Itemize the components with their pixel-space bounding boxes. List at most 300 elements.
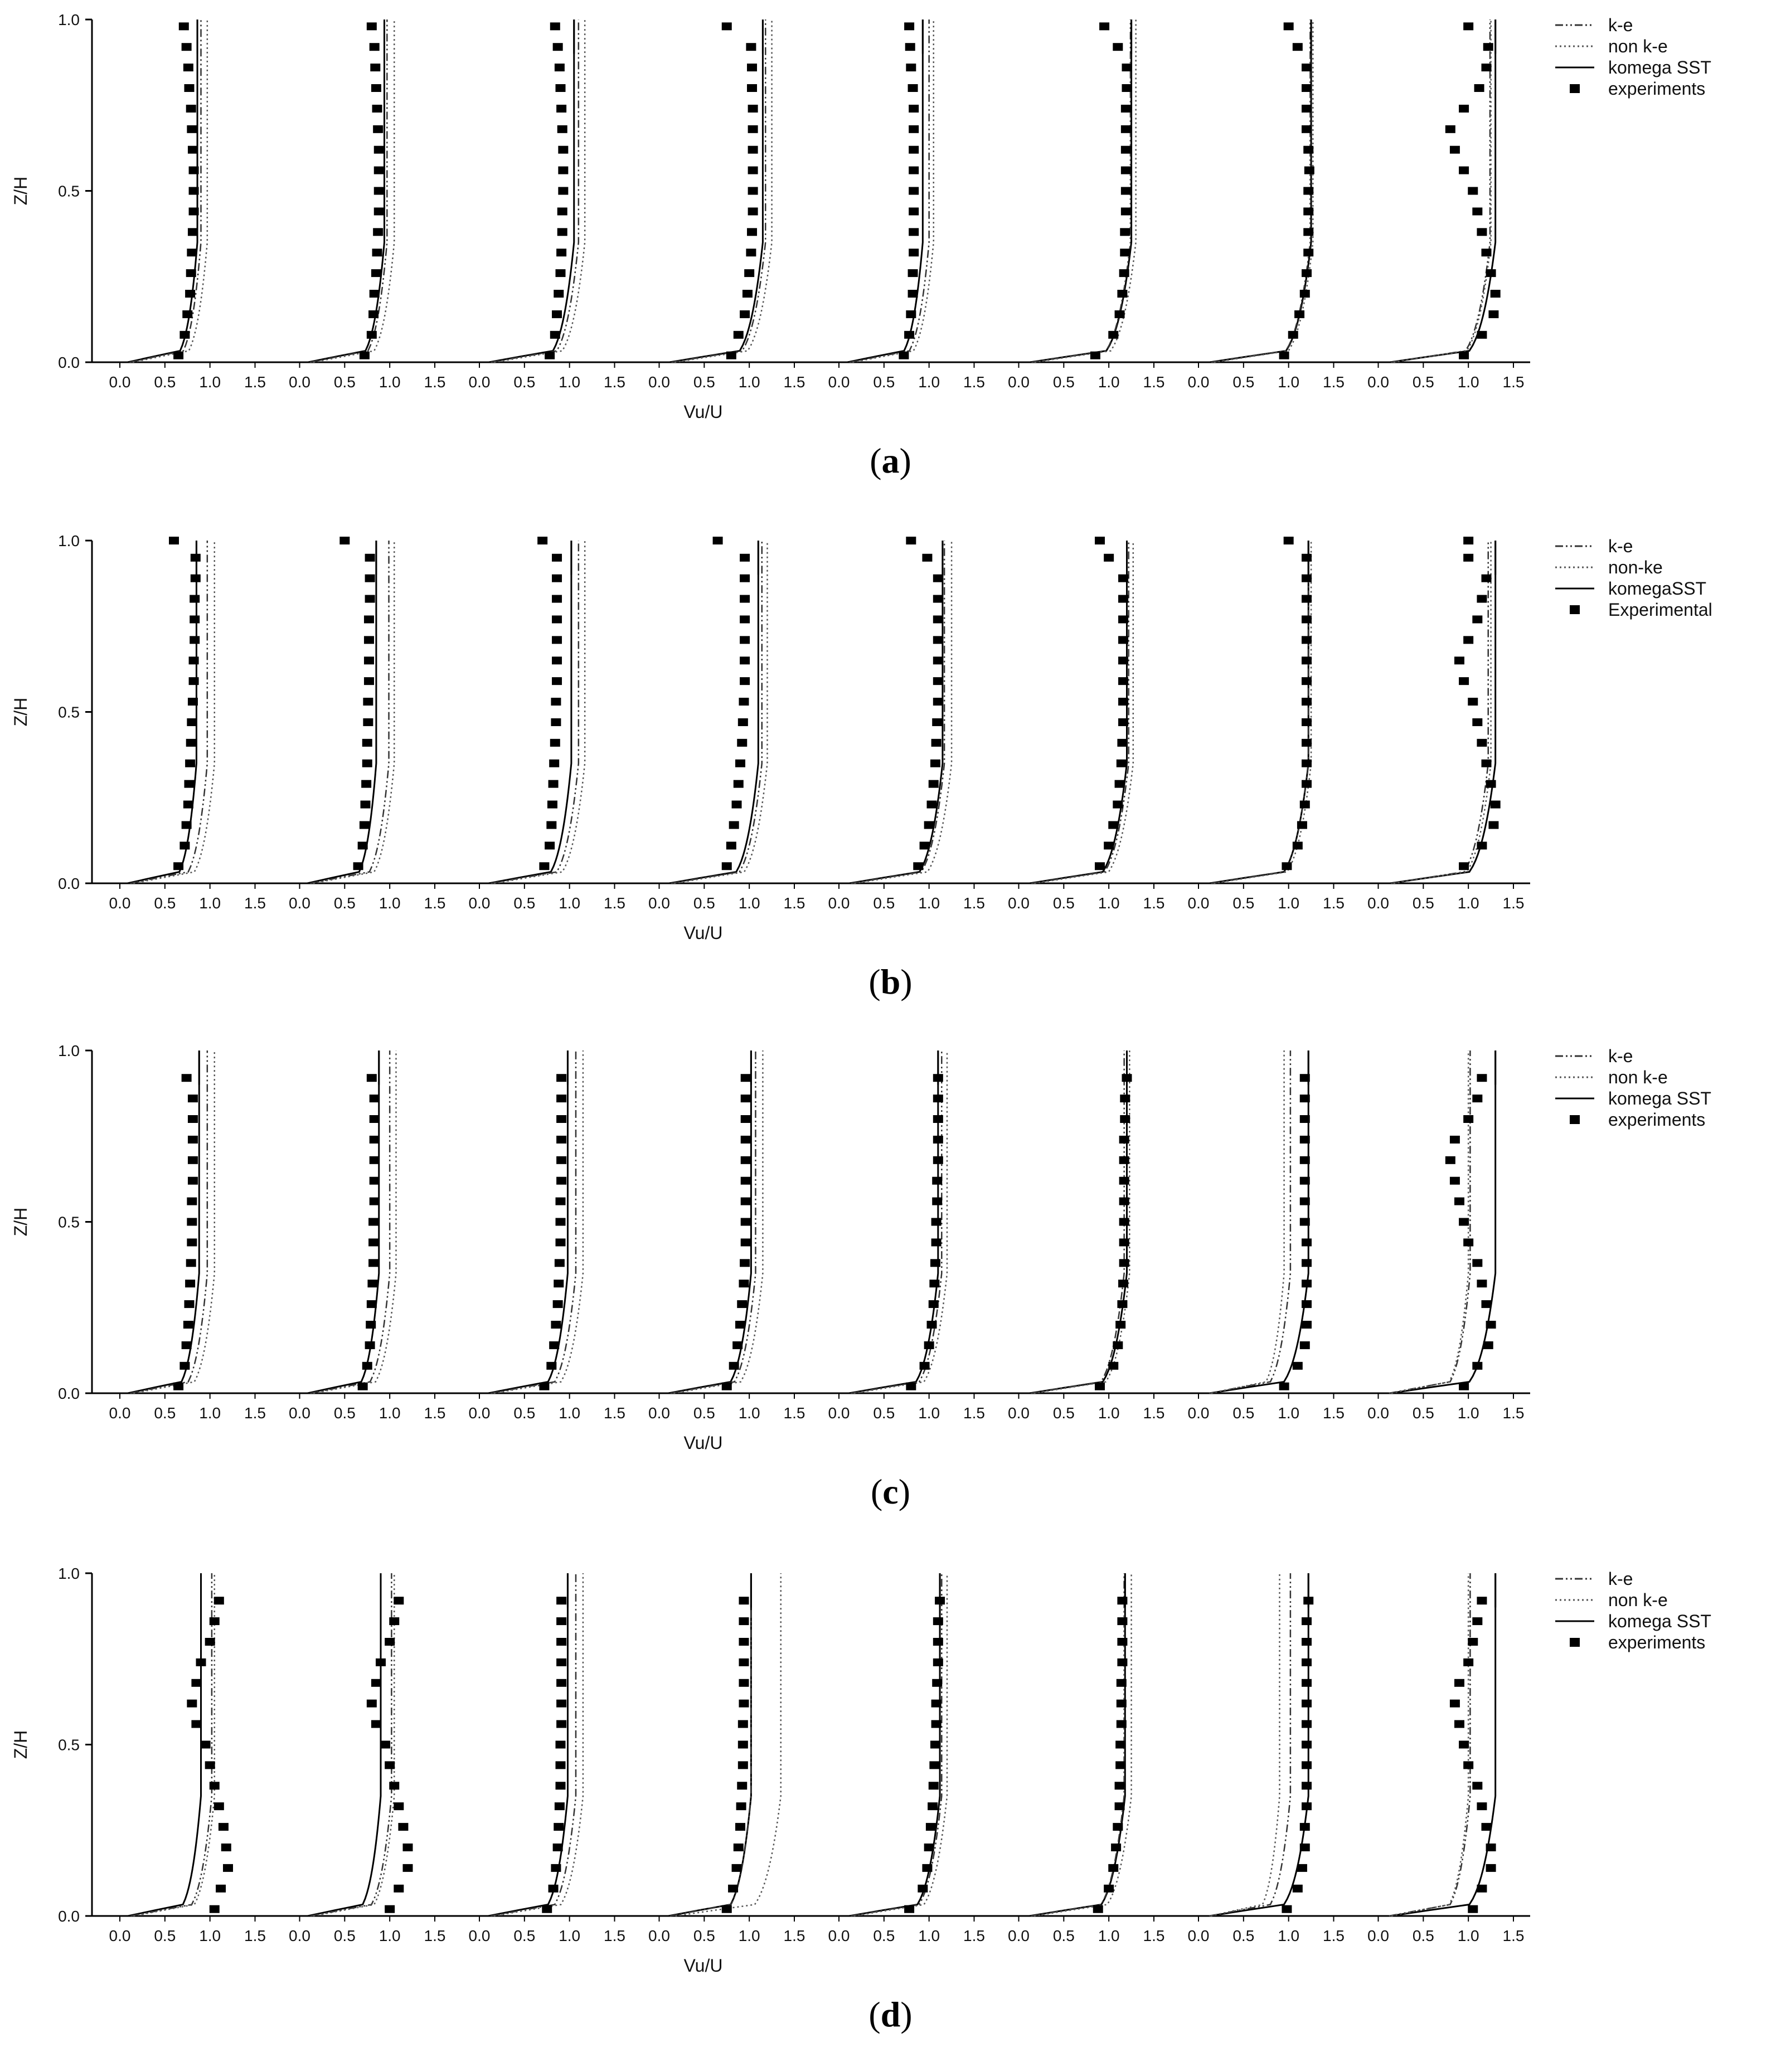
experiment-marker <box>552 554 562 562</box>
experiment-marker <box>556 249 566 256</box>
experiment-marker <box>1477 1074 1487 1082</box>
experiment-marker <box>1302 760 1312 767</box>
experiment-marker <box>552 595 562 603</box>
experiment-marker <box>932 1177 942 1185</box>
experiment-marker <box>922 554 932 562</box>
x-tick-label: 1.0 <box>1278 894 1300 912</box>
y-tick-label: 1.0 <box>58 11 80 28</box>
x-tick-label: 0.0 <box>1367 894 1389 912</box>
non-k-e-line <box>494 20 585 362</box>
subplot-2 <box>289 1573 445 1944</box>
experiment-marker <box>558 167 568 174</box>
experiment-marker <box>1491 290 1501 298</box>
experiment-marker <box>1119 1259 1129 1267</box>
legend-label: k-e <box>1608 1046 1633 1066</box>
experiment-marker <box>191 554 201 562</box>
experiment-marker <box>556 1720 566 1728</box>
experiment-marker <box>205 1761 215 1769</box>
experiment-marker <box>339 537 350 544</box>
komega-sst-line <box>488 541 571 883</box>
experiment-marker <box>1463 1761 1473 1769</box>
experiment-marker <box>186 1259 196 1267</box>
experiment-marker <box>908 269 918 277</box>
x-tick-label: 1.5 <box>1143 1404 1165 1422</box>
experiment-marker <box>1099 22 1109 30</box>
experiment-marker <box>364 656 374 664</box>
experiment-marker <box>1297 1864 1307 1872</box>
subplot-5 <box>828 1573 985 1944</box>
experiment-marker <box>1302 1617 1312 1625</box>
experiment-marker <box>732 1864 742 1872</box>
experiment-marker <box>1482 64 1492 71</box>
x-tick-label: 1.0 <box>918 373 940 391</box>
x-tick-label: 0.5 <box>513 894 536 912</box>
experiment-marker <box>1302 636 1312 644</box>
x-tick-label: 0.0 <box>289 373 310 391</box>
experiment-marker <box>368 1259 378 1267</box>
experiment-marker <box>1450 1700 1460 1708</box>
legend-label: komega SST <box>1608 57 1711 77</box>
x-tick-label: 1.5 <box>1323 1404 1345 1422</box>
experiment-marker <box>748 207 758 215</box>
experiment-marker <box>1300 1218 1310 1226</box>
experiment-marker <box>1472 718 1482 726</box>
experiment-marker <box>1115 1321 1125 1329</box>
k-e-line <box>491 541 579 883</box>
experiment-marker <box>929 1300 939 1308</box>
subplot-2 <box>289 1050 445 1422</box>
experiment-marker <box>1117 1700 1127 1708</box>
experiment-marker <box>374 167 384 174</box>
experiment-marker <box>179 331 190 339</box>
subplot-6 <box>1008 1050 1164 1422</box>
x-tick-label: 0.0 <box>468 894 491 912</box>
experiment-marker <box>542 1905 552 1913</box>
experiment-marker <box>546 1362 556 1370</box>
experiment-marker <box>929 780 939 788</box>
experiment-marker <box>1468 698 1478 706</box>
x-tick-label: 1.0 <box>1278 1927 1300 1944</box>
experiment-marker <box>1121 125 1131 133</box>
experiment-marker <box>1113 801 1123 809</box>
experiment-marker <box>1302 615 1312 623</box>
x-tick-label: 0.0 <box>109 894 131 912</box>
experiment-marker <box>214 1597 224 1604</box>
experiment-marker <box>1120 1095 1130 1102</box>
panel-c-label: (c) <box>870 1472 911 1511</box>
x-tick-label: 1.0 <box>1457 1404 1479 1422</box>
x-tick-label: 0.5 <box>1232 1927 1255 1944</box>
x-tick-label: 0.5 <box>873 1927 895 1944</box>
x-tick-label: 0.5 <box>1412 1927 1434 1944</box>
experiment-marker <box>1279 352 1289 359</box>
experiment-marker <box>1090 352 1100 359</box>
experiment-marker <box>1486 1864 1496 1872</box>
experiment-marker <box>1450 146 1460 154</box>
x-tick-label: 1.5 <box>1323 894 1345 912</box>
experiment-marker <box>1297 821 1307 829</box>
experiment-marker <box>738 718 748 726</box>
experiment-marker <box>556 1074 566 1082</box>
experiment-marker <box>370 1177 380 1185</box>
k-e-line <box>1031 541 1129 883</box>
experiment-marker <box>1450 1177 1460 1185</box>
experiment-marker <box>1108 1362 1118 1370</box>
x-tick-label: 0.0 <box>1008 1927 1030 1944</box>
experiment-marker <box>1303 1597 1313 1604</box>
x-tick-label: 0.0 <box>1008 1404 1030 1422</box>
x-tick-label: 1.5 <box>424 373 446 391</box>
komega-sst-line <box>128 1573 201 1916</box>
experiment-marker <box>556 1782 566 1789</box>
experiment-marker <box>1445 125 1455 133</box>
panel-b-chart <box>0 521 1781 945</box>
non-k-e-line <box>494 1050 583 1393</box>
x-tick-label: 1.5 <box>963 894 985 912</box>
experiment-marker <box>398 1823 408 1831</box>
x-tick-label: 1.0 <box>918 1927 940 1944</box>
experiment-marker <box>1302 1658 1312 1666</box>
x-tick-label: 0.5 <box>1412 373 1434 391</box>
experiment-marker <box>1121 187 1131 195</box>
experiment-marker <box>909 105 919 113</box>
experiment-marker <box>551 718 561 726</box>
legend <box>1555 1046 1711 1130</box>
experiment-marker <box>928 1802 938 1810</box>
experiment-marker <box>358 1383 368 1390</box>
experiment-marker <box>549 1341 559 1349</box>
experiment-marker <box>361 780 371 788</box>
experiment-marker <box>1118 636 1128 644</box>
experiment-marker <box>909 187 919 195</box>
subplot-6 <box>1008 537 1164 912</box>
x-tick-label: 1.0 <box>378 1927 401 1944</box>
experiment-marker <box>1472 1095 1482 1102</box>
experiment-marker <box>557 125 567 133</box>
experiment-marker <box>556 1761 566 1769</box>
experiment-marker <box>744 269 754 277</box>
experiment-marker <box>1482 1300 1492 1308</box>
experiment-marker <box>932 1679 942 1687</box>
experiment-marker <box>1119 1136 1129 1144</box>
y-tick-label: 0.0 <box>58 1385 80 1402</box>
x-tick-label: 0.0 <box>289 894 310 912</box>
experiment-marker <box>1463 1238 1473 1246</box>
komega-sst-line <box>1210 541 1309 883</box>
experiment-marker <box>1472 1782 1482 1789</box>
experiment-marker <box>553 1300 563 1308</box>
x-tick-label: 0.0 <box>828 1927 850 1944</box>
experiment-marker <box>1117 760 1127 767</box>
experiment-marker <box>367 1300 377 1308</box>
experiment-marker <box>1302 595 1312 603</box>
experiment-marker <box>1300 1341 1310 1349</box>
experiment-marker <box>370 1115 380 1123</box>
experiment-marker <box>1302 1761 1312 1769</box>
x-tick-label: 0.0 <box>828 373 850 391</box>
y-tick-label: 1.0 <box>58 532 80 549</box>
subplot-1 <box>109 537 266 912</box>
experiment-marker <box>933 1617 943 1625</box>
experiment-marker <box>190 636 200 644</box>
experiment-marker <box>547 801 557 809</box>
x-tick-label: 1.0 <box>1098 1404 1120 1422</box>
experiment-marker <box>933 1136 943 1144</box>
legend-label: komega SST <box>1608 1611 1711 1631</box>
x-tick-label: 1.0 <box>559 373 581 391</box>
experiment-marker <box>367 1280 377 1287</box>
y-tick-label: 0.0 <box>58 875 80 892</box>
x-tick-label: 1.0 <box>199 373 221 391</box>
experiment-marker <box>182 310 192 318</box>
experiment-marker <box>909 167 919 174</box>
experiment-marker <box>539 1383 549 1390</box>
experiment-marker <box>370 1095 380 1102</box>
komega-sst-line <box>669 541 758 883</box>
experiment-marker <box>545 352 555 359</box>
x-tick-label: 1.0 <box>1278 373 1300 391</box>
experiment-marker <box>361 801 371 809</box>
experiment-marker <box>1303 207 1313 215</box>
experiment-marker <box>933 1156 943 1164</box>
experiment-marker <box>191 575 201 582</box>
x-tick-label: 1.0 <box>559 894 581 912</box>
experiment-marker <box>1303 228 1313 236</box>
experiment-marker <box>1302 1679 1312 1687</box>
experiment-marker <box>187 1700 197 1708</box>
experiment-marker <box>1117 1597 1127 1604</box>
experiment-marker <box>555 64 565 71</box>
experiment-marker <box>933 595 943 603</box>
experiment-marker <box>556 1218 566 1226</box>
x-tick-label: 1.5 <box>1502 1927 1525 1944</box>
experiment-marker <box>196 1658 206 1666</box>
k-e-line <box>1389 1050 1471 1393</box>
experiment-marker <box>1113 43 1123 51</box>
experiment-marker <box>372 105 382 113</box>
experiment-marker <box>363 698 373 706</box>
x-tick-label: 0.0 <box>648 894 670 912</box>
experiment-marker <box>539 862 549 870</box>
experiment-marker <box>1120 249 1130 256</box>
experiment-marker <box>552 636 562 644</box>
experiment-marker <box>371 84 381 92</box>
k-e-line <box>1389 1573 1471 1916</box>
experiment-marker <box>370 1198 380 1205</box>
experiment-marker <box>1293 842 1303 849</box>
experiment-marker <box>906 537 916 544</box>
experiment-marker <box>933 656 943 664</box>
subplot-2 <box>289 20 445 391</box>
experiment-marker <box>1117 1638 1127 1646</box>
experiment-marker <box>185 290 195 298</box>
experiment-marker <box>1118 656 1128 664</box>
experiment-marker <box>737 739 747 747</box>
subplot-3 <box>469 1050 625 1422</box>
x-tick-label: 1.0 <box>559 1404 581 1422</box>
experiment-marker <box>362 760 372 767</box>
legend-experiments-swatch <box>1570 1115 1580 1124</box>
x-tick-label: 0.5 <box>333 373 356 391</box>
subplot-7 <box>1188 1573 1345 1944</box>
experiment-marker <box>403 1844 413 1851</box>
experiment-marker <box>918 1885 928 1893</box>
experiment-marker <box>1303 146 1313 154</box>
experiment-marker <box>186 105 196 113</box>
experiment-marker <box>746 249 756 256</box>
experiment-marker <box>741 1095 751 1102</box>
x-tick-label: 0.5 <box>513 1927 536 1944</box>
experiment-marker <box>1486 1321 1496 1329</box>
x-tick-label: 0.0 <box>109 1404 131 1422</box>
experiment-marker <box>1463 554 1473 562</box>
experiment-marker <box>1459 862 1469 870</box>
x-tick-label: 1.5 <box>1143 894 1165 912</box>
experiment-marker <box>743 290 753 298</box>
experiment-marker <box>187 1198 197 1205</box>
experiment-marker <box>1104 554 1114 562</box>
experiment-marker <box>1302 677 1312 685</box>
experiment-marker <box>1302 780 1312 788</box>
x-tick-label: 1.0 <box>918 894 940 912</box>
x-tick-label: 1.0 <box>199 894 221 912</box>
experiment-marker <box>187 249 197 256</box>
experiment-marker <box>1108 821 1118 829</box>
x-tick-label: 0.5 <box>1412 894 1434 912</box>
x-tick-label: 0.0 <box>468 1404 491 1422</box>
non-k-e-line <box>494 1573 583 1916</box>
x-tick-label: 1.0 <box>378 894 401 912</box>
experiment-marker <box>187 1238 197 1246</box>
experiment-marker <box>1284 537 1294 544</box>
experiment-marker <box>1284 22 1294 30</box>
experiment-marker <box>1300 1095 1310 1102</box>
experiment-marker <box>909 228 919 236</box>
x-tick-label: 1.5 <box>604 894 625 912</box>
experiment-marker <box>1302 1741 1312 1749</box>
komega-sst-line <box>1210 1050 1309 1393</box>
experiment-marker <box>1117 739 1127 747</box>
x-tick-label: 1.5 <box>783 1404 805 1422</box>
experiment-marker <box>908 290 918 298</box>
non-k-e-line <box>674 541 767 883</box>
subplot-7 <box>1188 20 1345 391</box>
experiment-marker <box>188 1136 198 1144</box>
experiment-marker <box>735 1823 745 1831</box>
experiment-marker <box>190 615 200 623</box>
x-tick-label: 1.5 <box>1323 1927 1345 1944</box>
non-k-e-line <box>1211 1573 1280 1916</box>
experiment-marker <box>365 575 375 582</box>
x-tick-label: 0.0 <box>289 1404 310 1422</box>
experiment-marker <box>370 290 380 298</box>
experiment-marker <box>740 656 750 664</box>
experiment-marker <box>933 575 943 582</box>
experiment-marker <box>188 1115 198 1123</box>
experiment-marker <box>931 739 942 747</box>
experiment-marker <box>210 1617 220 1625</box>
panel-d-label: (d) <box>868 1995 913 2034</box>
legend-label: non k-e <box>1608 1067 1668 1087</box>
experiment-marker <box>933 636 943 644</box>
experiment-marker <box>1302 1259 1312 1267</box>
legend <box>1555 536 1712 620</box>
experiment-marker <box>906 64 916 71</box>
experiment-marker <box>183 1321 193 1329</box>
subplot-1 <box>109 1050 266 1422</box>
experiment-marker <box>729 821 739 829</box>
experiment-marker <box>1119 1198 1129 1205</box>
experiment-marker <box>364 636 374 644</box>
x-tick-label: 0.0 <box>1367 1404 1389 1422</box>
experiment-marker <box>748 187 758 195</box>
x-tick-label: 0.5 <box>693 1927 715 1944</box>
subplot-1 <box>109 20 266 391</box>
experiment-marker <box>182 43 192 51</box>
experiment-marker <box>1118 698 1128 706</box>
experiment-marker <box>186 739 196 747</box>
experiment-marker <box>740 595 750 603</box>
experiment-marker <box>739 1638 749 1646</box>
experiment-marker <box>737 1300 747 1308</box>
experiment-marker <box>1119 269 1129 277</box>
x-tick-label: 0.5 <box>693 1404 715 1422</box>
panel-d <box>0 1554 1781 2072</box>
experiment-marker <box>376 1658 386 1666</box>
experiment-marker <box>368 1238 378 1246</box>
legend-experiments-swatch <box>1570 84 1580 93</box>
experiment-marker <box>738 1720 748 1728</box>
experiment-marker <box>1445 1156 1455 1164</box>
experiment-marker <box>556 1638 566 1646</box>
experiment-marker <box>1302 269 1312 277</box>
non-k-e-line <box>1034 541 1133 883</box>
experiment-marker <box>1472 1617 1482 1625</box>
experiment-marker <box>1288 331 1298 339</box>
experiment-marker <box>1472 1259 1482 1267</box>
experiment-marker <box>189 187 199 195</box>
experiment-marker <box>736 1802 746 1810</box>
experiment-marker <box>550 22 560 30</box>
experiment-marker <box>173 862 183 870</box>
experiment-marker <box>360 352 370 359</box>
x-tick-label: 1.5 <box>1143 373 1165 391</box>
experiment-marker <box>545 842 555 849</box>
experiment-marker <box>182 821 192 829</box>
experiment-marker <box>372 249 382 256</box>
non-k-e-line <box>313 1050 396 1393</box>
experiment-marker <box>373 125 383 133</box>
experiment-marker <box>1117 1679 1127 1687</box>
experiment-marker <box>920 1362 930 1370</box>
experiment-marker <box>549 780 559 788</box>
experiment-marker <box>1459 352 1469 359</box>
experiment-marker <box>1122 64 1132 71</box>
x-tick-label: 0.5 <box>1232 373 1255 391</box>
experiment-marker <box>1477 1597 1487 1604</box>
y-tick-label: 0.5 <box>58 1213 80 1231</box>
experiment-marker <box>374 146 384 154</box>
x-tick-label: 0.0 <box>468 373 491 391</box>
experiment-marker <box>358 842 368 849</box>
y-tick-label: 0.5 <box>58 1736 80 1754</box>
non-k-e-line <box>1391 1573 1468 1916</box>
experiment-marker <box>556 1095 566 1102</box>
experiment-marker <box>933 1095 943 1102</box>
experiment-marker <box>1119 1238 1129 1246</box>
x-tick-label: 1.5 <box>963 1927 985 1944</box>
experiment-marker <box>933 677 943 685</box>
